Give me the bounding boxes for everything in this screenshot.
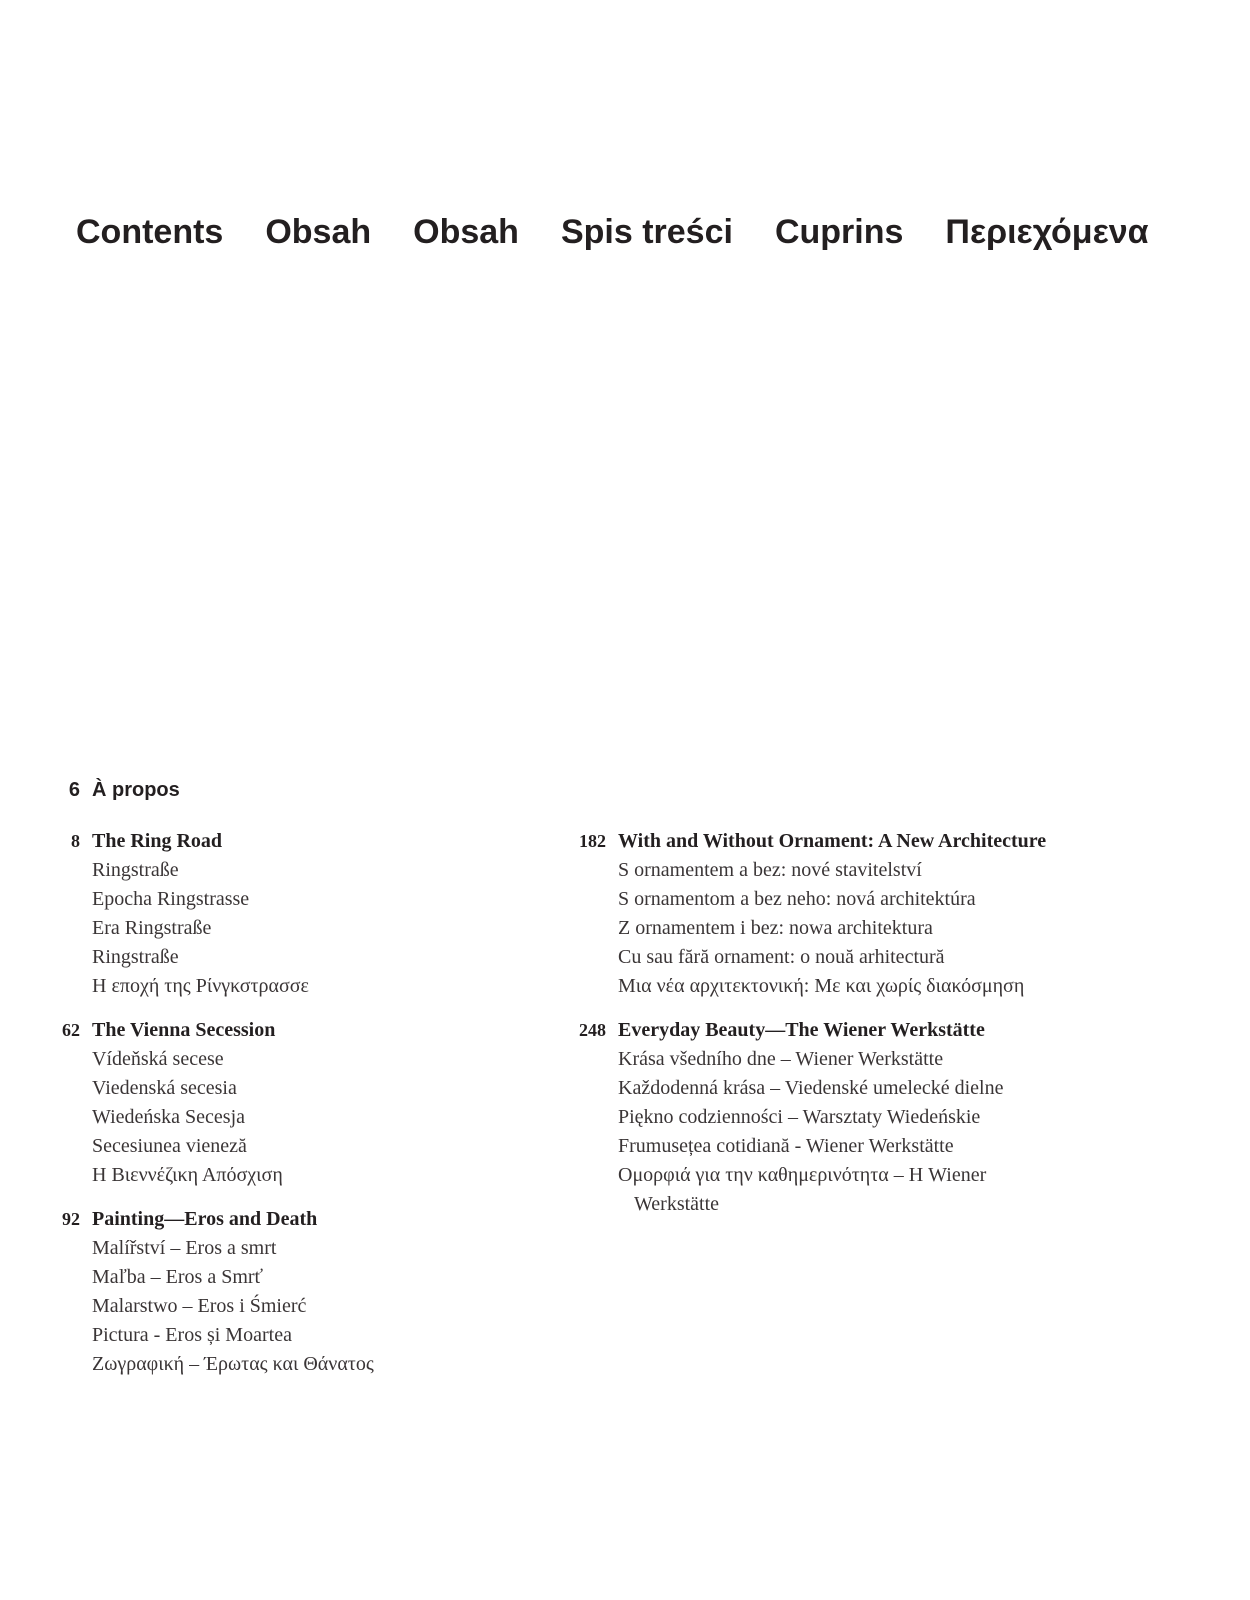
translation-item: S ornamentom a bez neho: nová architektúra — [618, 888, 976, 910]
translation-item: Epocha Ringstrasse — [92, 888, 250, 910]
title-slovak: Obsah — [413, 213, 519, 251]
translation-item: S ornamentem a bez: nové stavitelství — [618, 859, 922, 881]
section-heading — [42, 1204, 562, 1234]
translation-item: Η Βιεννέζικη Απόσχιση — [92, 1164, 283, 1186]
page-number: 62 — [62, 1020, 80, 1040]
toc-section — [570, 1015, 1190, 1219]
translation-item: Z ornamentem i bez: nowa architektura — [618, 917, 933, 939]
translation-item: Frumusețea cotidiană - Wiener Werkstätte — [618, 1135, 954, 1157]
translation-item: Malarstwo – Eros i Śmierć — [92, 1295, 307, 1317]
translation-item: Ομορφιά για την καθημερινότητα – Η Wiener Werkstätte — [618, 1164, 987, 1215]
translation-item: Maľba – Eros a Smrť — [92, 1266, 264, 1288]
toc-section — [42, 826, 562, 1001]
page-number: 182 — [579, 831, 606, 851]
page-number: 92 — [62, 1209, 80, 1229]
translation-item: Ζωγραφική – Έρωτας και Θάνατος — [92, 1353, 374, 1375]
section-heading — [570, 1015, 1190, 1045]
title-polish: Spis treści — [560, 213, 733, 251]
section-heading — [570, 826, 1190, 856]
title-greek: Περιεχόμενα — [945, 213, 1149, 251]
section-heading — [42, 826, 562, 856]
toc-column-right — [570, 826, 1190, 1233]
page-number: 248 — [579, 1020, 606, 1040]
entry-title: À propos — [92, 779, 180, 801]
section-title: Painting—Eros and Death — [92, 1208, 318, 1230]
translation-item: Η εποχή της Ρίνγκστρασσε — [92, 975, 309, 997]
page-number: 6 — [68, 779, 80, 801]
translation-item: Pictura - Eros și Moartea — [92, 1324, 292, 1346]
section-title: The Vienna Secession — [92, 1019, 276, 1041]
section-heading — [42, 1015, 562, 1045]
toc-column-left — [42, 826, 562, 1393]
translation-item: Malířství – Eros a smrt — [92, 1237, 277, 1259]
toc-section — [570, 826, 1190, 1001]
translation-item: Ringstraße — [92, 946, 179, 968]
translation-item: Secesiunea vieneză — [92, 1135, 247, 1157]
translation-item: Era Ringstraße — [92, 917, 212, 939]
translation-item: Cu sau fără ornament: o nouă arhitectură — [618, 946, 945, 968]
toc-section — [42, 1204, 562, 1379]
translation-list — [618, 1045, 1190, 1219]
page-number: 8 — [71, 831, 80, 851]
contents-titles — [76, 208, 1149, 256]
section-title: Everyday Beauty—The Wiener Werkstätte — [618, 1019, 985, 1041]
translation-item: Viedenská secesia — [92, 1077, 237, 1099]
title-romanian: Cuprins — [774, 213, 904, 251]
translation-item: Vídeňská secese — [92, 1048, 224, 1070]
translation-item: Μια νέα αρχιτεκτονική: Με και χωρίς διακόσμηση — [618, 975, 1025, 997]
translation-item: Piękno codzienności – Warsztaty Wiedeńskie — [618, 1106, 981, 1128]
translation-list — [92, 856, 562, 1001]
translation-list — [618, 856, 1190, 1001]
translation-list — [92, 1234, 562, 1379]
title-czech: Obsah — [265, 213, 372, 251]
toc-entry-apropos — [56, 777, 180, 803]
translation-item: Krása všedního dne – Wiener Werkstätte — [618, 1048, 944, 1070]
translation-list — [92, 1045, 562, 1190]
section-title: With and Without Ornament: A New Architecture — [618, 830, 1047, 852]
section-title: The Ring Road — [92, 830, 223, 852]
translation-item: Wiedeńska Secesja — [92, 1106, 246, 1128]
translation-item: Ringstraße — [92, 859, 179, 881]
translation-item: Každodenná krása – Viedenské umelecké dielne — [618, 1077, 1004, 1099]
title-english: Contents — [76, 213, 224, 251]
toc-section — [42, 1015, 562, 1190]
